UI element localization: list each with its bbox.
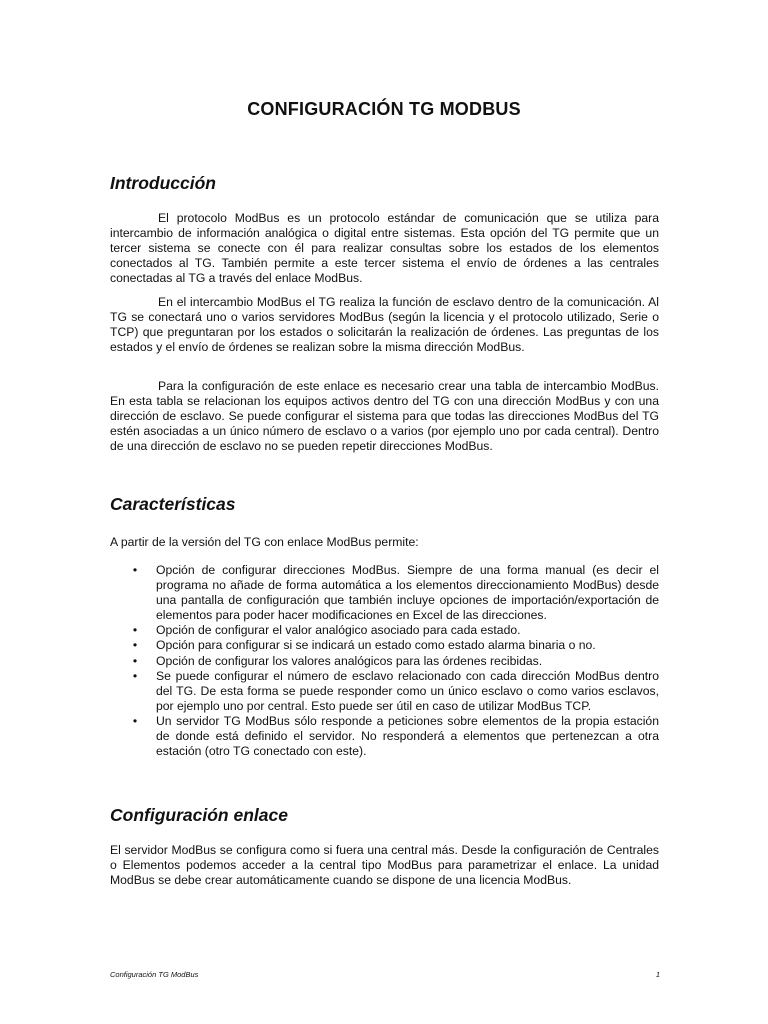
footer-document-name: Configuración TG ModBus [110, 970, 199, 979]
list-item [110, 654, 659, 669]
bullet-icon: • [132, 713, 138, 728]
bullet-icon: • [132, 563, 138, 577]
intro-paragraph-2: En el intercambio ModBus el TG realiza la función de esclavo dentro de la comunicación. Al TG se conectará uno o varios servidores ModBus (según la licencia y el protocolo utilizado, Serie o TCP) que preguntaran por los estados o solicitarán la realización de órdenes. Las preguntas de los estados y el envío de órdenes se realizan sobre la misma dirección ModBus. [110, 295, 659, 355]
list-item [110, 669, 659, 714]
list-item-text: Opción de configurar direcciones ModBus. Siempre de una forma manual (es decir el programa no añade de forma automática a los elementos direccionamiento ModBus) desde una pantalla de configuración que también incluye opciones de importación/exportación de elementos para poder hacer modificaciones en Excel de las direcciones. [156, 563, 659, 623]
footer-page-number: 1 [655, 970, 660, 979]
list-item [110, 623, 659, 638]
list-item-text: Opción de configurar el valor analógico asociado para cada estado. [156, 623, 521, 638]
list-item [110, 563, 659, 623]
list-item-text: Un servidor TG ModBus sólo responde a peticiones sobre elementos de la propia estación de donde está definido el servidor. No responderá a elementos que pertenezcan a otra estación (otro TG conectado con este). [156, 713, 659, 759]
list-item-text: Opción de configurar los valores analógicos para las órdenes recibidas. [156, 653, 543, 668]
list-item [110, 714, 659, 759]
link-config-heading: Configuración enlace [110, 805, 288, 825]
list-item [110, 638, 659, 653]
list-item-text: Se puede configurar el número de esclavo relacionado con cada dirección ModBus dentro del TG. De esta forma se puede responder como un único esclavo o como varios esclavos, por ejemplo uno por central. Esto puede ser útil en caso de utilizar ModBus TCP. [156, 668, 659, 713]
intro-paragraph-3: Para la configuración de este enlace es necesario crear una tabla de intercambio ModBus. En esta tabla se relacionan los equipos activos dentro del TG con una dirección ModBus y con una dirección de esclavo. Se puede configurar el sistema para que todas las direcciones ModBus del TG estén asociadas a un único número de esclavo o a varios (por ejemplo uno por cada central). Dentro de una dirección de esclavo no se pueden repetir direcciones ModBus. [110, 379, 659, 454]
bullet-icon: • [132, 668, 138, 683]
list-item-text: Opción para configurar si se indicará un estado como estado alarma binaria o no. [156, 638, 596, 653]
intro-paragraph-1: El protocolo ModBus es un protocolo estándar de comunicación que se utiliza para intercambio de información analógica o digital entre sistemas. Esta opción del TG permite que un tercer sistema se conecte con él para realizar consultas sobre los estados de los elementos conectados al TG. También permite a este tercer sistema el envío de órdenes a las centrales conectadas al TG a través del enlace ModBus. [110, 211, 659, 286]
document-title: CONFIGURACIÓN TG MODBUS [247, 99, 521, 119]
features-list [110, 563, 659, 759]
features-lead: A partir de la versión del TG con enlace ModBus permite: [110, 535, 419, 549]
bullet-icon: • [132, 623, 138, 638]
bullet-icon: • [132, 638, 138, 653]
features-heading: Características [110, 494, 236, 514]
bullet-icon: • [132, 653, 138, 668]
link-config-paragraph: El servidor ModBus se configura como si fuera una central más. Desde la configuración de Centrales o Elementos podemos acceder a la central tipo ModBus para parametrizar el enlace. La unidad ModBus se debe crear automáticamente cuando se dispone de una licencia ModBus. [110, 843, 659, 888]
intro-heading: Introducción [110, 173, 216, 193]
